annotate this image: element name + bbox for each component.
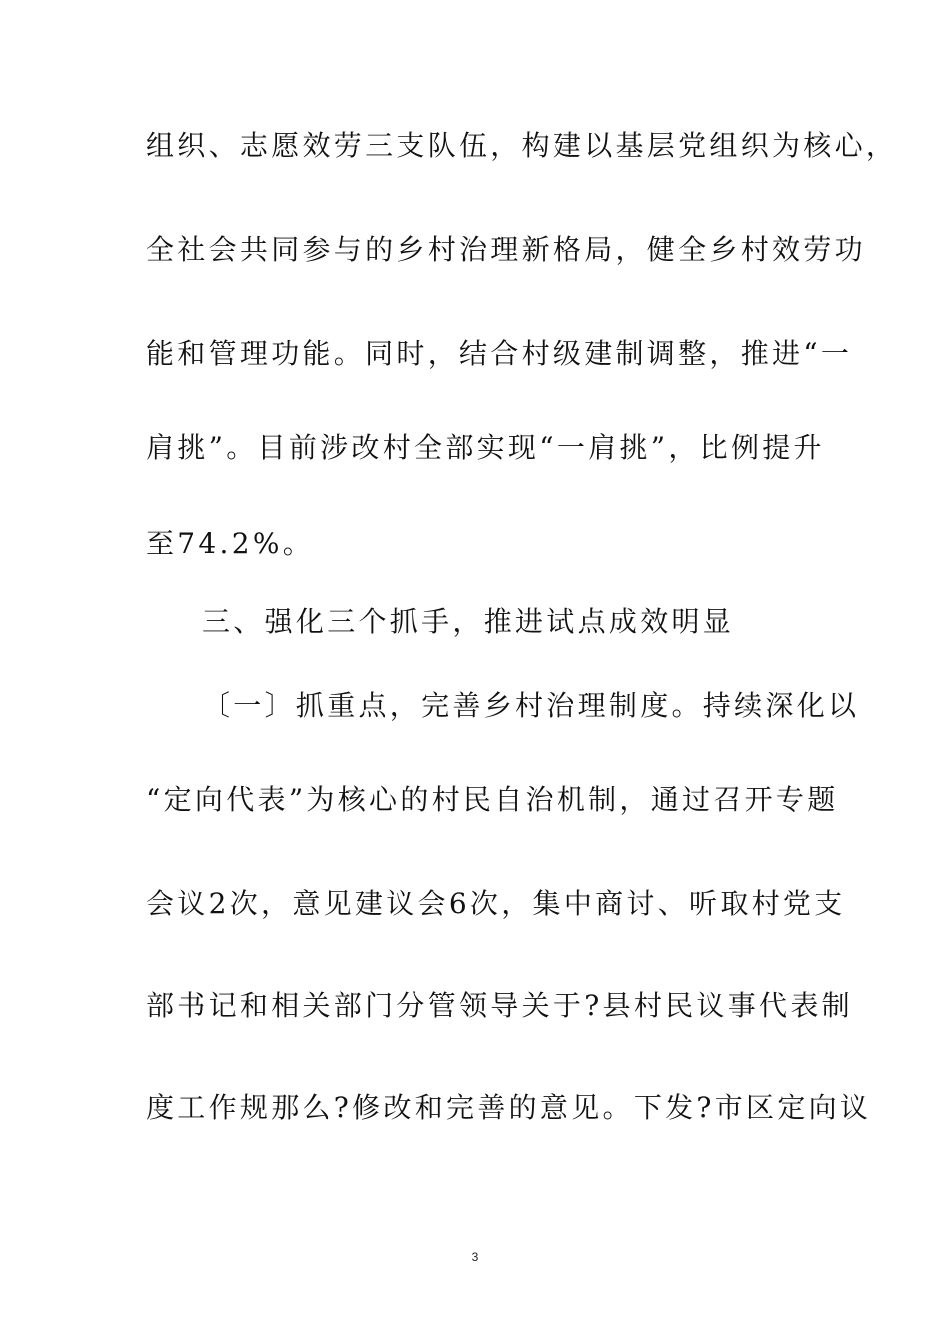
body-text-line: 全社会共同参与的乡村治理新格局，健全乡村效劳功 <box>146 233 866 266</box>
body-text-line: 能和管理功能。同时，结合村级建制调整，推进“一 <box>146 337 853 370</box>
page-number: 3 <box>471 1250 479 1264</box>
body-text-line: 会议2次，意见建议会6次，集中商讨、听取村党支 <box>146 887 846 920</box>
body-text-line: 组织、志愿效劳三支队伍，构建以基层党组织为核心， <box>146 129 898 162</box>
subsection-paragraph-start: 〔一〕抓重点，完善乡村治理制度。持续深化以 <box>202 689 860 722</box>
body-text-line: 肩挑”。目前涉改村全部实现“一肩挑”，比例提升 <box>146 431 825 464</box>
body-text-line: 至74.2%。 <box>146 527 315 560</box>
section-heading: 三、强化三个抓手，推进试点成效明显 <box>202 605 735 638</box>
body-text-line: 度工作规那么?修改和完善的意见。下发?市区定向议 <box>146 1091 872 1124</box>
body-text-line: “定向代表”为核心的村民自治机制，通过召开专题 <box>146 783 839 816</box>
body-text-line: 部书记和相关部门分管领导关于?县村民议事代表制 <box>146 989 853 1022</box>
